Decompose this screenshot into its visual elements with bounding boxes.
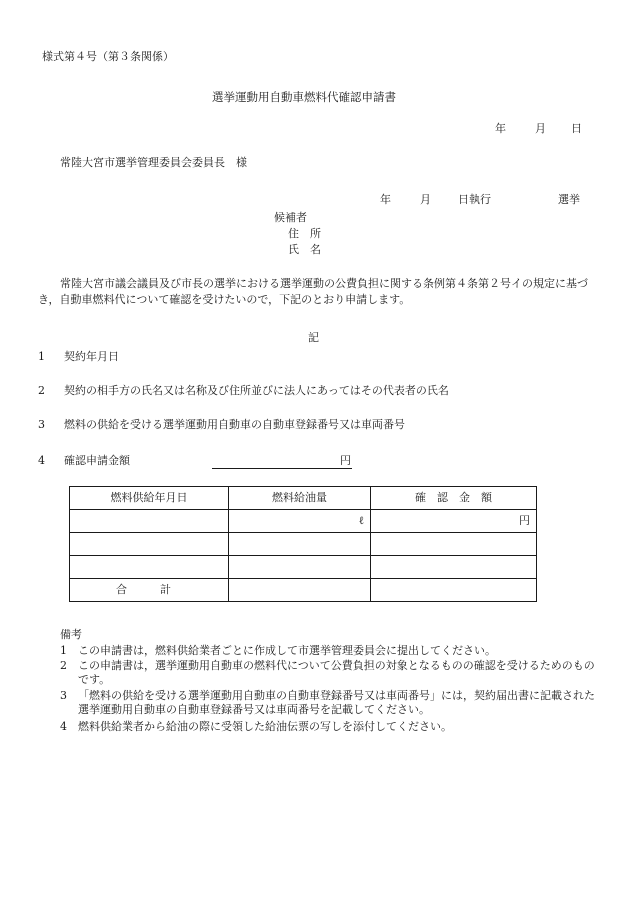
supply-date-cell[interactable]: [70, 510, 229, 533]
item-number: 4: [38, 454, 45, 467]
note-3: [42, 689, 597, 719]
table-row: [70, 510, 537, 533]
note-2: [42, 659, 597, 689]
item-text: 確認申請金額: [64, 454, 130, 467]
addressee: 常陸大宮市選挙管理委員会委員長 様: [60, 156, 247, 169]
ki-heading: 記: [308, 331, 319, 344]
date-year-label: 年: [495, 122, 506, 135]
election-held-label: 日執行: [458, 193, 491, 206]
note-number: 3: [60, 689, 67, 702]
confirmed-amount-cell[interactable]: [371, 556, 537, 579]
confirmed-amount-cell[interactable]: [371, 533, 537, 556]
table-total-row: [70, 579, 537, 602]
election-year-label: 年: [380, 193, 391, 206]
table-row: [70, 556, 537, 579]
fuel-amount-cell[interactable]: [229, 556, 371, 579]
table-header-row: [70, 487, 537, 510]
date-month-label: 月: [535, 122, 546, 135]
note-number: 1: [60, 644, 67, 657]
item-number: 2: [38, 384, 45, 397]
item-text: 契約年月日: [64, 350, 119, 363]
item-text: 契約の相手方の氏名又は名称及び住所並びに法人にあってはその代表者の氏名: [64, 384, 449, 397]
header-supply-date: 燃料供給年月日: [70, 487, 229, 510]
intro-paragraph: 常陸大宮市議会議員及び市長の選挙における選挙運動の公費負担に関する条例第４条第２号イの規定に基づき，自動車燃料代について確認を受けたいので，下記のとおり申請します。: [38, 277, 588, 306]
candidate-label: 候補者: [274, 211, 307, 224]
supply-date-cell[interactable]: [70, 533, 229, 556]
header-fuel-amount: 燃料給油量: [229, 487, 371, 510]
note-text: 燃料供給業者から給油の際に受領した給油伝票の写しを添付してください。: [78, 720, 452, 733]
fuel-amount-cell[interactable]: [229, 533, 371, 556]
table-row: [70, 533, 537, 556]
note-1: [42, 644, 597, 660]
total-fuel-amount-cell[interactable]: [229, 579, 371, 602]
notes-title: 備考: [60, 628, 82, 641]
form-number: 様式第４号（第３条関係）: [42, 50, 174, 63]
candidate-name-label: 氏 名: [288, 243, 321, 256]
document-title: 選挙運動用自動車燃料代確認申請書: [212, 90, 396, 104]
election-label: 選挙: [558, 193, 580, 206]
note-text: この申請書は，燃料供給業者ごとに作成して市選挙管理委員会に提出してください。: [78, 644, 496, 657]
date-day-label: 日: [571, 122, 582, 135]
note-number: 4: [60, 720, 67, 733]
fuel-amount-cell[interactable]: ℓ: [229, 510, 371, 533]
item-number: 1: [38, 350, 45, 363]
note-text: 「燃料の供給を受ける選挙運動用自動車の自動車登録番号又は車両番号」には，契約届出書に記載された選挙運動用自動車の自動車登録番号又は車両番号を記載してください。: [78, 689, 595, 716]
candidate-address-label: 住 所: [288, 227, 321, 240]
confirmed-amount-cell[interactable]: 円: [371, 510, 537, 533]
note-4: [42, 720, 597, 736]
fuel-table: [69, 486, 537, 602]
note-text: この申請書は，選挙運動用自動車の燃料代について公費負担の対象となるものの確認を受けるためのものです。: [78, 659, 595, 686]
amount-unit: 円: [340, 454, 351, 467]
header-confirmed-amount: 確 認 金 額: [371, 487, 537, 510]
total-confirmed-amount-cell[interactable]: [371, 579, 537, 602]
amount-field-underline[interactable]: [212, 468, 352, 469]
item-number: 3: [38, 418, 45, 431]
total-label: 合 計: [70, 579, 229, 602]
election-month-label: 月: [420, 193, 431, 206]
supply-date-cell[interactable]: [70, 556, 229, 579]
note-number: 2: [60, 659, 67, 672]
item-text: 燃料の供給を受ける選挙運動用自動車の自動車登録番号又は車両番号: [64, 418, 405, 431]
